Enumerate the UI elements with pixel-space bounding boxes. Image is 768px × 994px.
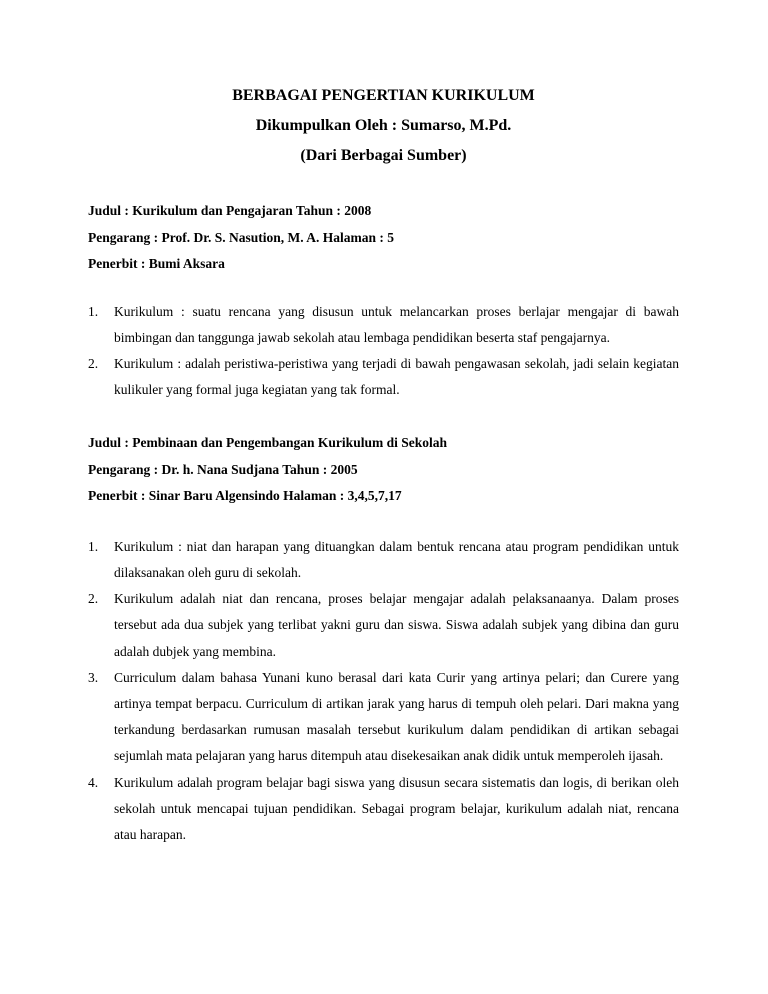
item-text: Kurikulum : adalah peristiwa-peristiwa yang terjadi di bawah pengawasan sekolah, jadi selain kegiatan kulikuler yang formal juga kegiatan yang tak formal.: [114, 355, 679, 398]
item-text: Kurikulum : niat dan harapan yang dituangkan dalam bentuk rencana atau program pendidikan untuk dilaksanakan oleh guru di sekolah.: [114, 538, 679, 581]
item-number: 1.: [88, 303, 99, 319]
document-source-note: (Dari Berbagai Sumber): [300, 147, 467, 164]
source-pengarang: Pengarang : Dr. h. Nana Sudjana Tahun : 2005: [88, 461, 358, 477]
document-title: BERBAGAI PENGERTIAN KURIKULUM: [232, 87, 535, 104]
source-pengarang: Pengarang : Prof. Dr. S. Nasution, M. A. Halaman : 5: [88, 229, 395, 245]
list-item: [88, 534, 679, 586]
item-text: Kurikulum adalah program belajar bagi siswa yang disusun secara sistematis dan logis, di berikan oleh sekolah untuk mencapai tujuan pendidikan. Sebagai program belajar, kurikulum adalah niat, rencana atau harapan.: [114, 774, 679, 843]
source-penerbit: Penerbit : Bumi Aksara: [88, 256, 225, 271]
item-text: Curriculum dalam bahasa Yunani kuno berasal dari kata Curir yang artinya pelari; dan Curere yang artinya tempat berpacu. Curriculum di artikan jarak yang harus di tempuh oleh pelari. Dari makna yang terkandung berdasarkan rumusan masalah tersebut kurikulum dalam pendidikan di artikan sebagai sejumlah mata pelajaran yang harus ditempuh atau disekesaikan anak didik untuk memperoleh ijasah.: [114, 669, 679, 764]
source-judul: Judul : Pembinaan dan Pengembangan Kurikulum di Sekolah: [88, 435, 447, 451]
source-penerbit: Penerbit : Sinar Baru Algensindo Halaman : 3,4,5,7,17: [88, 488, 402, 504]
list-item: [88, 665, 679, 770]
document-compiler: Dikumpulkan Oleh : Sumarso, M.Pd.: [255, 117, 512, 134]
item-number: 2.: [88, 591, 99, 607]
source-meta-2: [88, 430, 679, 510]
definition-list-2: [88, 534, 679, 848]
document-page: [88, 86, 679, 848]
source-judul: Judul : Kurikulum dan Pengajaran Tahun : 2008: [88, 203, 372, 218]
item-number: 1.: [88, 538, 99, 554]
title-block: [88, 86, 679, 176]
list-item: [88, 299, 679, 351]
source-meta-1: [88, 198, 679, 278]
list-item: [88, 770, 679, 849]
item-text: Kurikulum : suatu rencana yang disusun untuk melancarkan proses berlajar mengajar di bawah bimbingan dan tanggunga jawab sekolah atau lembaga pendidikan beserta staf pengajarnya.: [114, 303, 679, 345]
item-number: 2.: [88, 355, 99, 371]
definition-list-1: [88, 299, 679, 404]
item-text: Kurikulum adalah niat dan rencana, proses belajar mengajar adalah pelaksanaanya. Dalam proses tersebut ada dua subjek yang terlibat yakni guru dan siswa. Siswa adalah subjek yang dibina dan guru adalah dubjek yang membina.: [114, 591, 679, 659]
list-item: [88, 351, 679, 403]
item-number: 4.: [88, 774, 99, 790]
list-item: [88, 586, 679, 665]
item-number: 3.: [88, 669, 99, 685]
